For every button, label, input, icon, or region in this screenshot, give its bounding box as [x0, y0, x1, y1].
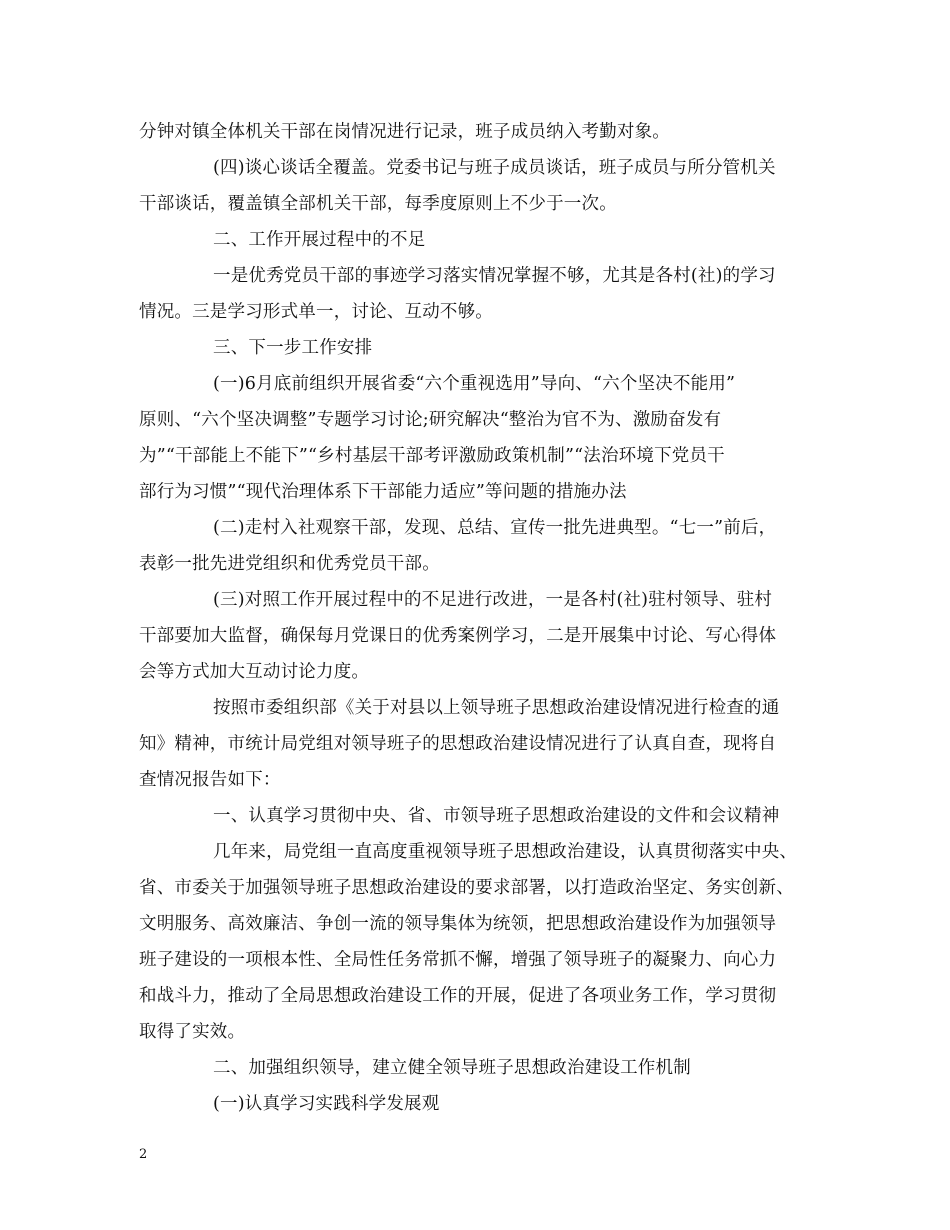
text-line: 按照市委组织部《关于对县以上领导班子思想政治建设情况进行检查的通	[213, 698, 780, 718]
section-heading: 一、认真学习贯彻中央、省、市领导班子思想政治建设的文件和会议精神	[213, 806, 780, 826]
text-line: 干部要加大监督，确保每月党课日的优秀案例学习，二是开展集中讨论、写心得体	[139, 626, 777, 646]
text-line: 和战斗力，推动了全局思想政治建设工作的开展，促进了各项业务工作，学习贯彻	[139, 986, 777, 1006]
text-line: (一)认真学习实践科学发展观	[213, 1094, 440, 1114]
text-line: 干部谈话，覆盖镇全部机关干部，每季度原则上不少于一次。	[139, 194, 617, 214]
text-line: (四)谈心谈话全覆盖。党委书记与班子成员谈话，班子成员与所分管机关	[213, 158, 776, 178]
text-line: 查情况报告如下：	[139, 770, 281, 790]
text-line: 会等方式加大互动讨论力度。	[139, 662, 370, 682]
document-body	[139, 114, 829, 1122]
section-heading: 三、下一步工作安排	[213, 338, 373, 358]
text-line: 分钟对镇全体机关干部在岗情况进行记录，班子成员纳入考勤对象。	[139, 122, 670, 142]
text-line: 几年来，局党组一直高度重视领导班子思想政治建设，认真贯彻落实中央、	[213, 842, 798, 862]
text-line: 情况。三是学习形式单一，讨论、互动不够。	[139, 302, 493, 322]
text-line: 表彰一批先进党组织和优秀党员干部。	[139, 554, 440, 574]
text-line: 班子建设的一项根本性、全局性任务常抓不懈，增强了领导班子的凝聚力、向心力	[139, 950, 777, 970]
text-line: 取得了实效。	[139, 1022, 246, 1042]
text-line: 省、市委关于加强领导班子思想政治建设的要求部署，以打造政治坚定、务实创新、	[139, 878, 794, 898]
text-line: 原则、“六个坚决调整”专题学习讨论;研究解决“整治为官不为、激励奋发有	[139, 410, 722, 430]
section-heading: 二、加强组织领导，建立健全领导班子思想政治建设工作机制	[213, 1058, 691, 1078]
section-heading: 二、工作开展过程中的不足	[213, 230, 426, 250]
text-line: 为”“干部能上不能下”“乡村基层干部考评激励政策机制”“法治环境下党员干	[139, 446, 725, 466]
text-line: 一是优秀党员干部的事迹学习落实情况掌握不够，尤其是各村(社)的学习	[213, 266, 776, 286]
text-line: (二)走村入社观察干部，发现、总结、宣传一批先进典型。“七一”前后，	[213, 518, 777, 538]
page-number: 2	[139, 1147, 148, 1162]
text-line: 知》精神，市统计局党组对领导班子的思想政治建设情况进行了认真自查，现将自	[139, 734, 777, 754]
text-line: 部行为习惯”“现代治理体系下干部能力适应”等问题的措施办法	[139, 482, 627, 502]
text-line: (三)对照工作开展过程中的不足进行改进，一是各村(社)驻村领导、驻村	[213, 590, 773, 610]
text-line: (一)6月底前组织开展省委“六个重视选用”导向、“六个坚决不能用”	[213, 374, 736, 394]
text-line: 文明服务、高效廉洁、争创一流的领导集体为统领，把思想政治建设作为加强领导	[139, 914, 777, 934]
